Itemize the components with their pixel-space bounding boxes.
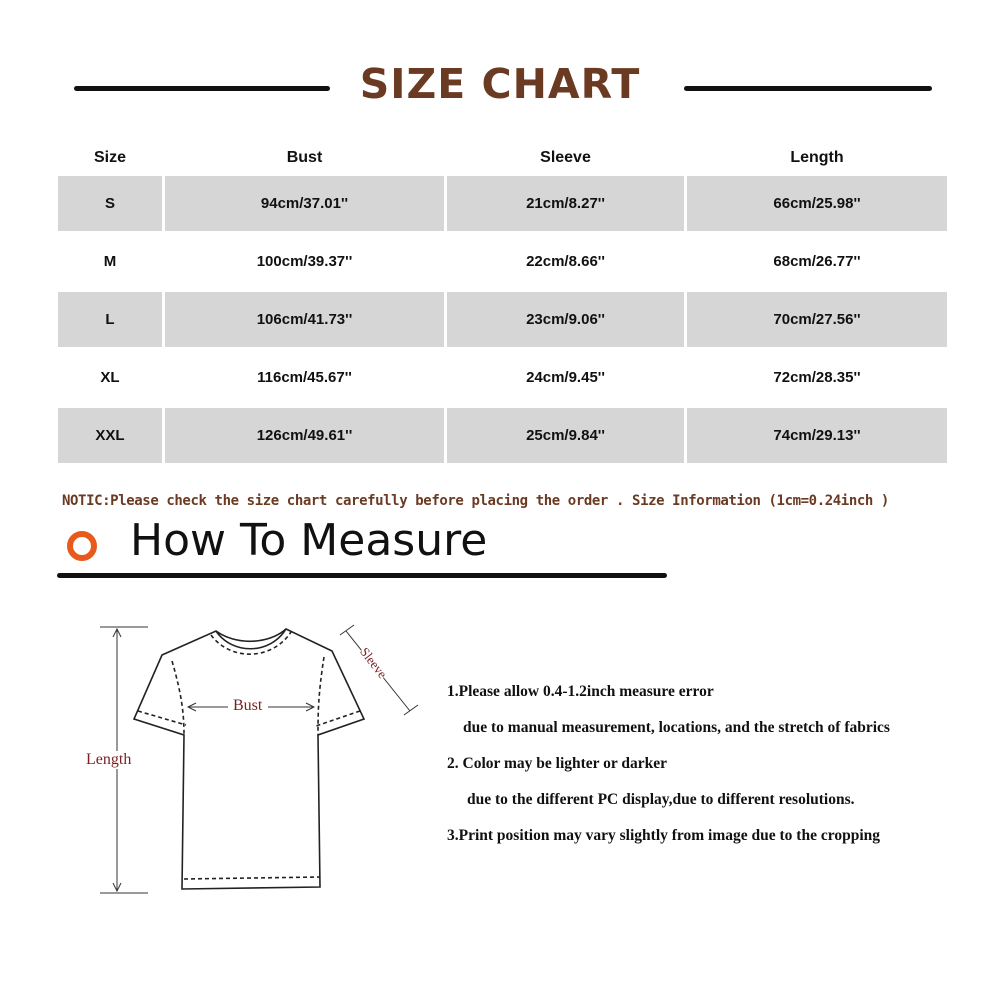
table-row — [58, 292, 947, 347]
sleeve-cell: 21cm/8.27'' — [447, 176, 684, 231]
bust-cell: 94cm/37.01'' — [165, 176, 444, 231]
length-cell: 68cm/26.77'' — [687, 234, 947, 289]
note-line: 3.Print position may vary slightly from image due to the cropping — [447, 827, 880, 844]
size-cell: M — [58, 234, 162, 289]
measure-heading: How To Measure — [130, 515, 488, 566]
size-cell: XXL — [58, 408, 162, 463]
column-header-bust: Bust — [165, 143, 444, 173]
page-title: SIZE CHART — [359, 60, 641, 108]
sleeve-cell: 23cm/9.06'' — [447, 292, 684, 347]
table-row — [58, 408, 947, 463]
bust-cell: 106cm/41.73'' — [165, 292, 444, 347]
size-cell: L — [58, 292, 162, 347]
length-cell: 74cm/29.13'' — [687, 408, 947, 463]
tshirt-diagram — [70, 615, 430, 915]
size-cell: XL — [58, 350, 162, 405]
sleeve-label: Sleeve — [357, 644, 391, 681]
length-cell: 72cm/28.35'' — [687, 350, 947, 405]
column-header-sleeve: Sleeve — [447, 143, 684, 173]
measurement-notes — [447, 680, 890, 860]
size-cell: S — [58, 176, 162, 231]
note-line: 1.Please allow 0.4-1.2inch measure error — [447, 683, 714, 700]
column-header-size: Size — [58, 143, 162, 173]
table-header-row — [58, 143, 947, 173]
bust-cell: 126cm/49.61'' — [165, 408, 444, 463]
table-row — [58, 176, 947, 231]
table-row — [58, 350, 947, 405]
size-table — [55, 143, 950, 463]
bust-cell: 100cm/39.37'' — [165, 234, 444, 289]
note-line: 2. Color may be lighter or darker — [447, 755, 667, 772]
bust-label: Bust — [233, 697, 263, 714]
length-cell: 70cm/27.56'' — [687, 292, 947, 347]
sleeve-cell: 22cm/8.66'' — [447, 234, 684, 289]
length-label: Length — [86, 751, 132, 768]
length-cell: 66cm/25.98'' — [687, 176, 947, 231]
size-notice: NOTIC:Please check the size chart carefully before placing the order . Size Information (1cm=0.24inch ) — [62, 493, 889, 509]
column-header-length: Length — [687, 143, 947, 173]
sleeve-cell: 24cm/9.45'' — [447, 350, 684, 405]
sleeve-cell: 25cm/9.84'' — [447, 408, 684, 463]
heading-underline — [57, 573, 667, 578]
table-row — [58, 234, 947, 289]
title-rule-right — [684, 86, 932, 91]
circle-bullet-icon — [67, 531, 97, 561]
note-line: due to manual measurement, locations, and the stretch of fabrics — [463, 719, 890, 736]
note-line: due to the different PC display,due to different resolutions. — [467, 791, 855, 808]
bust-cell: 116cm/45.67'' — [165, 350, 444, 405]
